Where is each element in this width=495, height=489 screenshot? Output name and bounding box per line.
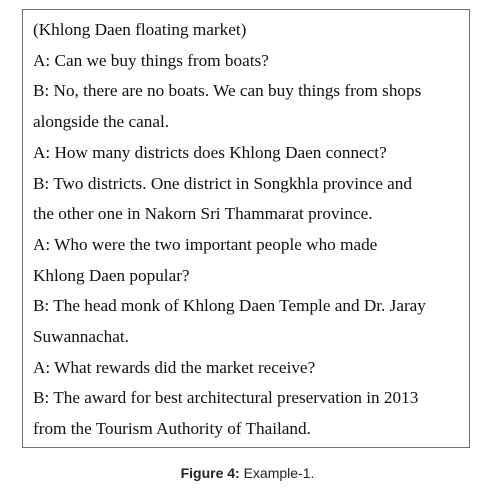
dialogue-line: alongside the canal. [33,112,170,132]
dialogue-line: B: Two districts. One district in Songkhla province and [33,173,412,193]
caption-label: Figure 4: [180,465,240,481]
dialogue-title: (Khlong Daen floating market) [33,20,247,39]
dialogue-line: from the Tourism Authority of Thailand. [33,419,311,439]
caption-text: Example-1. [239,465,315,481]
dialogue-line: B: No, there are no boats. We can buy things from shops [33,81,422,101]
dialogue-line: B: The head monk of Khlong Daen Temple and Dr. Jaray [33,296,426,316]
dialogue-line: A: Can we buy things from boats? [33,50,269,70]
dialogue-line: A: How many districts does Khlong Daen connect? [33,142,387,162]
figure-caption [0,464,495,482]
dialogue-line: Suwannachat. [33,327,129,347]
dialogue-line: Khlong Daen popular? [33,265,190,285]
dialogue-line: A: Who were the two important people who made [33,234,378,254]
dialogue-line: A: What rewards did the market receive? [33,357,316,377]
figure-box [22,9,470,448]
dialogue-line: the other one in Nakorn Sri Thammarat province. [33,204,373,224]
dialogue-line: B: The award for best architectural preservation in 2013 [33,388,419,408]
